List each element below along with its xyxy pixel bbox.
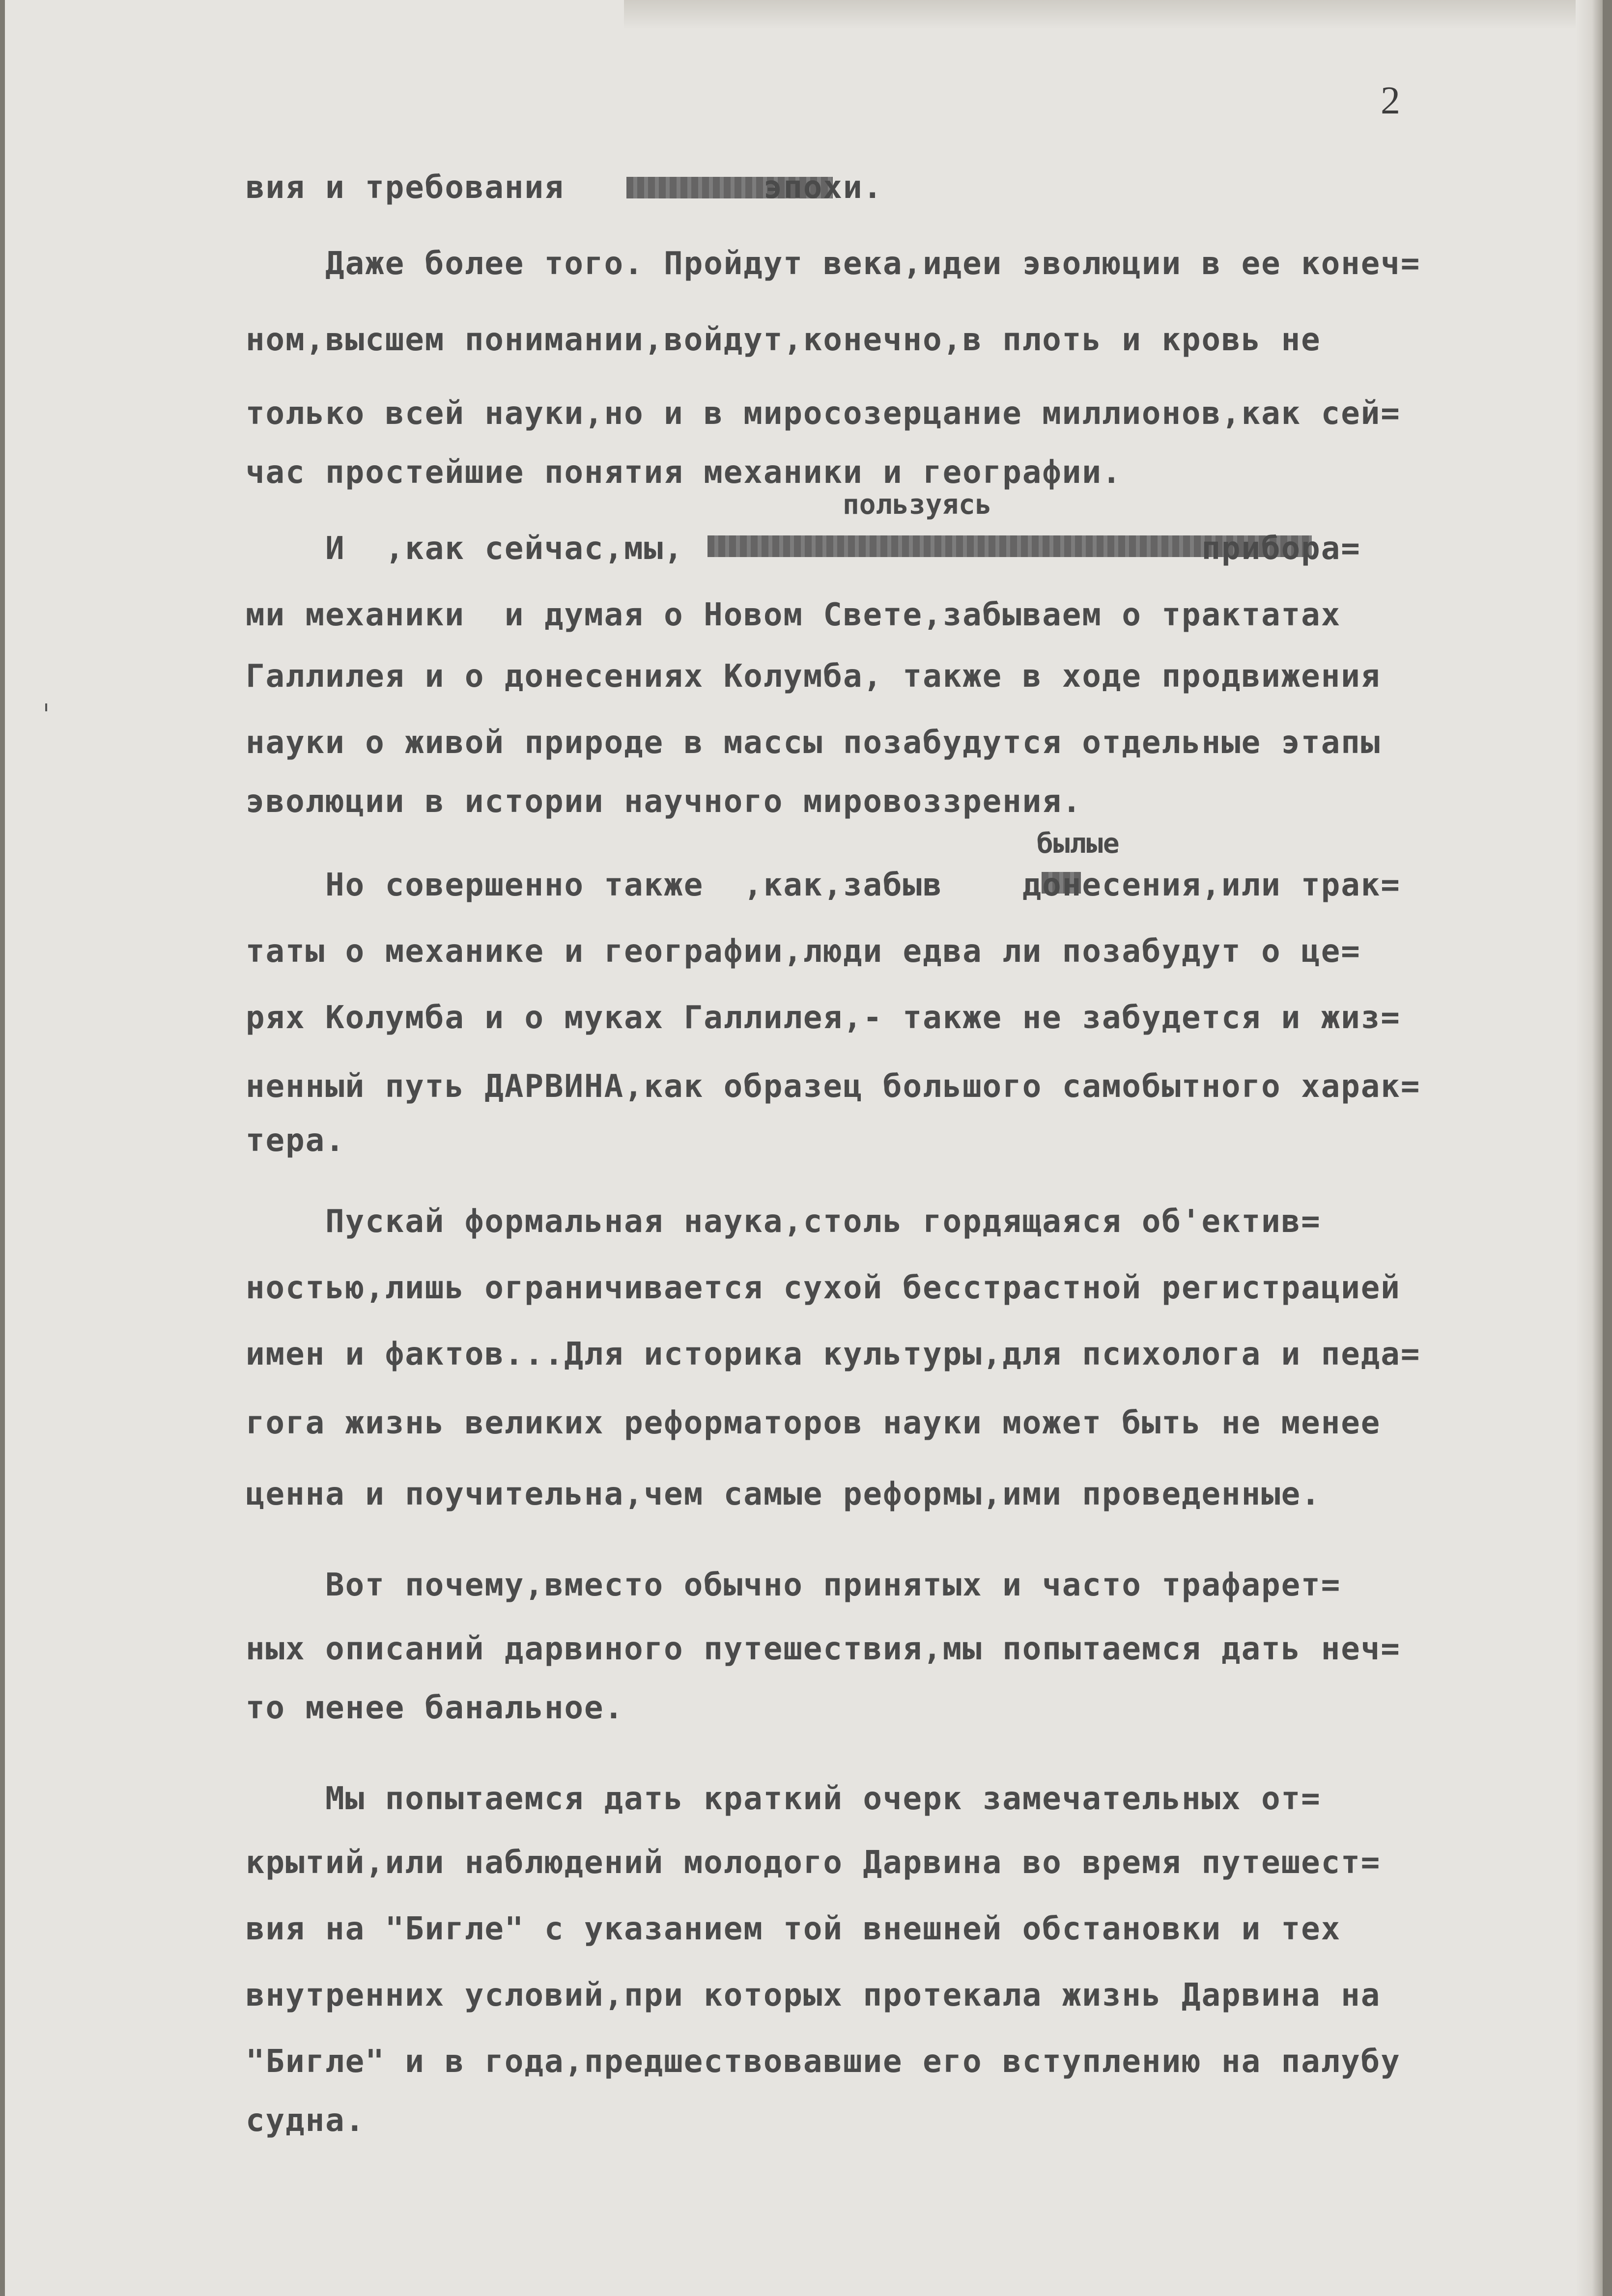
- text-line: вия и требования эпохи.: [246, 169, 883, 206]
- text-line: ностью,лишь ограничивается сухой бесстрастной регистрацией: [246, 1270, 1401, 1306]
- page-top-edge: [624, 0, 1587, 29]
- text-line: вия на "Бигле" с указанием той внешней обстановки и тех: [246, 1911, 1341, 1947]
- text-line: Галлилея и о донесениях Колумба, также в ходе продвижения: [246, 658, 1381, 695]
- text-line: ном,высшем понимании,войдут,конечно,в плоть и кровь не: [246, 322, 1321, 358]
- text-line: Но совершенно также ,как,забыв донесения,или трак=: [246, 867, 1401, 903]
- text-line: только всей науки,но и в миросозерцание миллионов,как сей=: [246, 395, 1401, 432]
- text-line: ных описаний дарвиного путешествия,мы попытаемся дать неч=: [246, 1631, 1401, 1667]
- text-line: Мы попытаемся дать краткий очерк замечательных от=: [246, 1781, 1321, 1817]
- text-line: Вот почему,вместо обычно принятых и часто трафарет=: [246, 1567, 1341, 1603]
- margin-mark: [45, 703, 47, 711]
- text-line: то менее банальное.: [246, 1690, 624, 1726]
- document-page: [5, 0, 1603, 2296]
- text-line: науки о живой природе в массы позабудутся отдельные этапы: [246, 725, 1381, 761]
- text-line: имен и фактов...Для историка культуры,для психолога и педа=: [246, 1336, 1421, 1372]
- text-line: ценна и поучительна,чем самые реформы,ими проведенные.: [246, 1476, 1321, 1512]
- text-line: И ,как сейчас,мы, прибора=: [246, 531, 1361, 567]
- text-line: Даже более того. Пройдут века,идеи эволюции в ее конеч=: [246, 246, 1421, 282]
- text-line: ненный путь ДАРВИНА,как образец большого самобытного харак=: [246, 1068, 1421, 1105]
- text-line: эволюции в истории научного мировоззрения.: [246, 784, 1082, 820]
- text-line: таты о механике и географии,люди едва ли позабудут о це=: [246, 933, 1361, 970]
- inserted-word: былые: [1037, 828, 1120, 860]
- page-right-edge: [1576, 0, 1603, 2296]
- text-line: судна.: [246, 2102, 366, 2139]
- text-line: рях Колумба и о муках Галлилея,- также не забудется и жиз=: [246, 1000, 1401, 1036]
- text-line: час простейшие понятия механики и географии.: [246, 454, 1122, 491]
- text-line: "Бигле" и в года,предшествовавшие его вступлению на палубу: [246, 2044, 1401, 2080]
- text-line: тера.: [246, 1122, 345, 1159]
- text-line: внутренних условий,при которых протекала жизнь Дарвина на: [246, 1977, 1381, 2014]
- text-line: гога жизнь великих реформаторов науки может быть не менее: [246, 1405, 1381, 1441]
- text-line: крытий,или наблюдений молодого Дарвина во время путешест=: [246, 1845, 1381, 1881]
- page-number: 2: [1381, 79, 1400, 122]
- inserted-word: пользуясь: [843, 489, 992, 521]
- text-line: ми механики и думая о Новом Свете,забываем о трактатах: [246, 597, 1341, 633]
- text-line: Пускай формальная наука,столь гордящаяся об'ектив=: [246, 1204, 1321, 1240]
